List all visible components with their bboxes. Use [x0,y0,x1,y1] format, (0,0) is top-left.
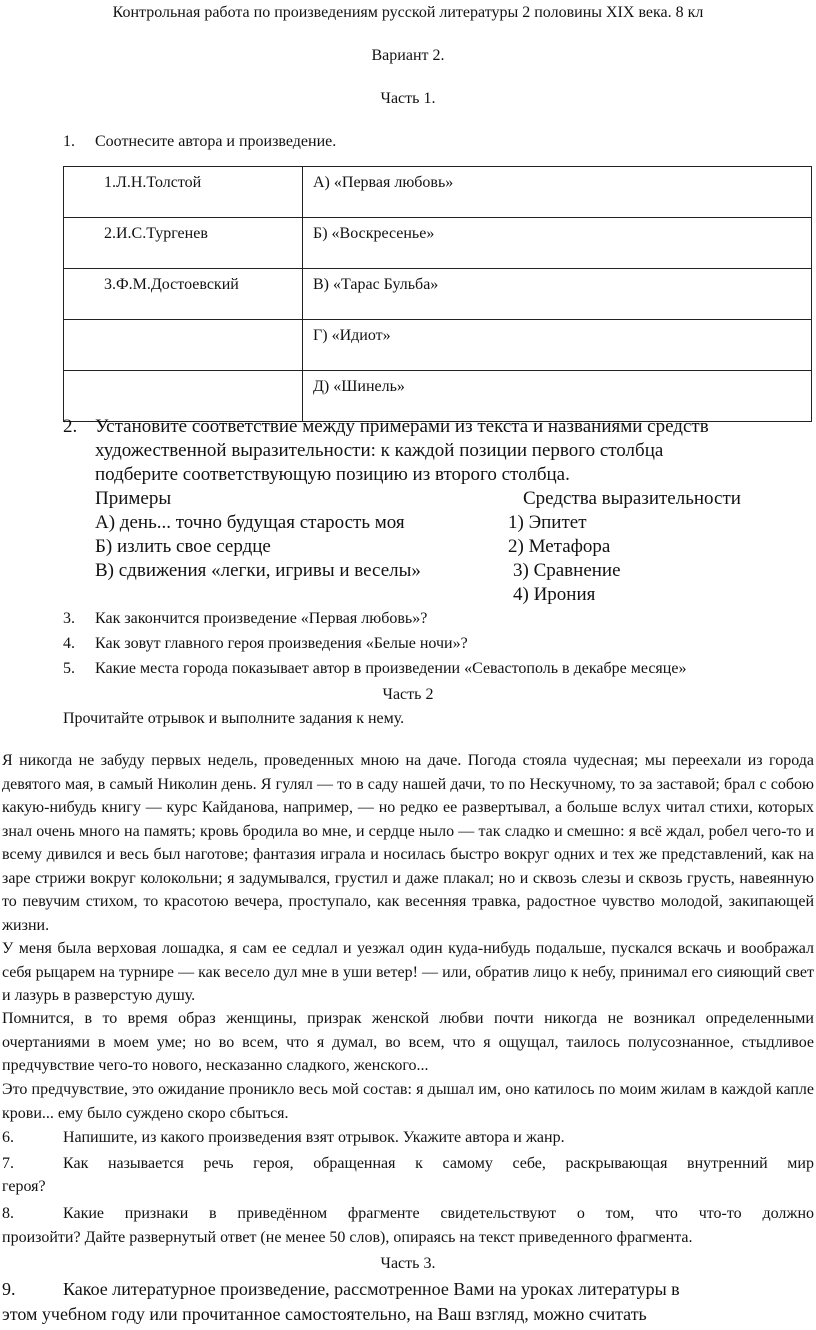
part2-heading: Часть 2 [382,686,434,703]
q5-number: 5. [63,660,75,677]
example-item: Б) излить свое сердце [95,536,271,557]
q9-line-2: этом учебном году или прочитанное самостоятельно, на Ваш взгляд, можно считать [2,1304,647,1324]
q7-line-1: Как называется речь героя, обращенная к самому себе, раскрывающая внутренний мир [63,1155,814,1172]
q2-number: 2. [63,416,78,437]
part2-instruction: Прочитайте отрывок и выполните задания к нему. [63,710,405,727]
excerpt-paragraph-1: Я никогда не забуду первых недель, проведенных мною на даче. Погода стояла чудесная; мы переехали из города девятого мая, в самый Николин день. Я гулял — то в саду нашей дачи, то по Нескучному, то за заставой; брал с собою какую-нибудь книгу — курс Кайданова, например, — но редко ее развертывал, а больше вслух читал стихи, которых знал очень много на память; кровь бродила во мне, и сердце ныло — так сладко и смешно: я всё ждал, робел чего-то и всему дивился и весь был наготове; фантазия играла и носилась быстро вокруг одних и тех же представлений, как на заре стрижи вокруг колокольни; я задумывался, грустил и даже плакал; но и сквозь слезы и сквозь грусть, навеянную то певучим стихом, то красотою вечера, проступало, как весенняя травка, радостное чувство молодой, закипающей жизни. [2,752,814,934]
work-cell: В) «Тарас Бульба» [303,269,812,320]
means-header: Средства выразительности [523,488,741,509]
q8-number: 8. [2,1205,14,1222]
author-cell: 3.Ф.М.Достоевский [64,269,303,320]
part1-heading: Часть 1. [380,90,436,107]
author-cell: 1.Л.Н.Толстой [64,167,303,218]
work-cell: А) «Первая любовь» [303,167,812,218]
q7-line-2: героя? [2,1178,46,1195]
work-cell: Б) «Воскресенье» [303,218,812,269]
q3-text: Как закончится произведение «Первая любовь»? [95,610,428,627]
work-cell: Г) «Идиот» [303,320,812,371]
q6-number: 6. [2,1129,14,1146]
q6-text: Напишите, из какого произведения взят отрывок. Укажите автора и жанр. [63,1129,565,1146]
means-item: 1) Эпитет [508,512,587,533]
table-row [64,371,812,422]
excerpt-paragraph-4: Это предчувствие, это ожидание проникло весь мой состав: я дышал им, оно катилось по моим жилам в каждой капле крови... ему было суждено скоро сбыться. [2,1081,814,1122]
q4-text: Как зовут главного героя произведения «Белые ночи»? [95,635,468,652]
document-title: Контрольная работа по произведениям русской литературы 2 половины XIX века. 8 кл [112,4,704,21]
example-item: А) день... точно будущая старость моя [95,512,405,533]
variant-label: Вариант 2. [371,47,445,64]
author-work-table [63,166,812,422]
q5-text: Какие места города показывает автор в произведении «Севастополь в декабре месяце» [95,660,687,677]
q8-line-2: произойти? Дайте развернутый ответ (не менее 50 слов), опираясь на текст приведенного фрагмента. [2,1229,693,1246]
q2-line-2: художественной выразительности: к каждой позиции первого столбца [95,440,664,461]
example-item: В) сдвижения «легки, игривы и веселы» [95,560,421,581]
q3-number: 3. [63,610,75,627]
means-item: 4) Ирония [513,584,596,605]
table-row [64,167,812,218]
q7-number: 7. [2,1155,14,1172]
author-cell: 2.И.С.Тургенев [64,218,303,269]
excerpt-paragraph-2: У меня была верховая лошадка, я сам ее седлал и уезжал один куда-нибудь подальше, пускался вскачь и воображал себя рыцарем на турнире — как весело дул мне в уши ветер! — или, обратив лицо к небу, принимал его сияющий свет и лазурь в разверстую душу. [2,940,814,1004]
q2-line-3: подберите соответствующую позицию из второго столбца. [95,464,570,485]
means-item: 3) Сравнение [513,560,621,581]
q9-number: 9. [2,1279,16,1299]
excerpt-paragraph-3: Помнится, в то время образ женщины, призрак женской любви почти никогда не возникал определенными очертаниями в моем уме; но во всем, что я думал, во всем, что я ощущал, таилось полусознанное, стыдливое предчувствие чего-то нового, несказанно сладкого, женского... [2,1010,814,1074]
work-cell: Д) «Шинель» [303,371,812,422]
q2-line-1: Установите соответствие между примерами из текста и названиями средств [95,416,709,437]
table-row [64,320,812,371]
table-row [64,269,812,320]
q1-text: Соотнесите автора и произведение. [95,133,337,150]
q8-line-1: Какие признаки в приведённом фрагменте свидетельствуют о том, что что-то должно [63,1205,814,1222]
author-cell [64,320,303,371]
q9-line-1: Какое литературное произведение, рассмотренное Вами на уроках литературы в [63,1279,680,1299]
examples-header: Примеры [95,488,172,509]
q1-number: 1. [63,133,75,150]
table-row [64,218,812,269]
q4-number: 4. [63,635,75,652]
author-cell [64,371,303,422]
means-item: 2) Метафора [508,536,611,557]
part3-heading: Часть 3. [380,1255,436,1272]
